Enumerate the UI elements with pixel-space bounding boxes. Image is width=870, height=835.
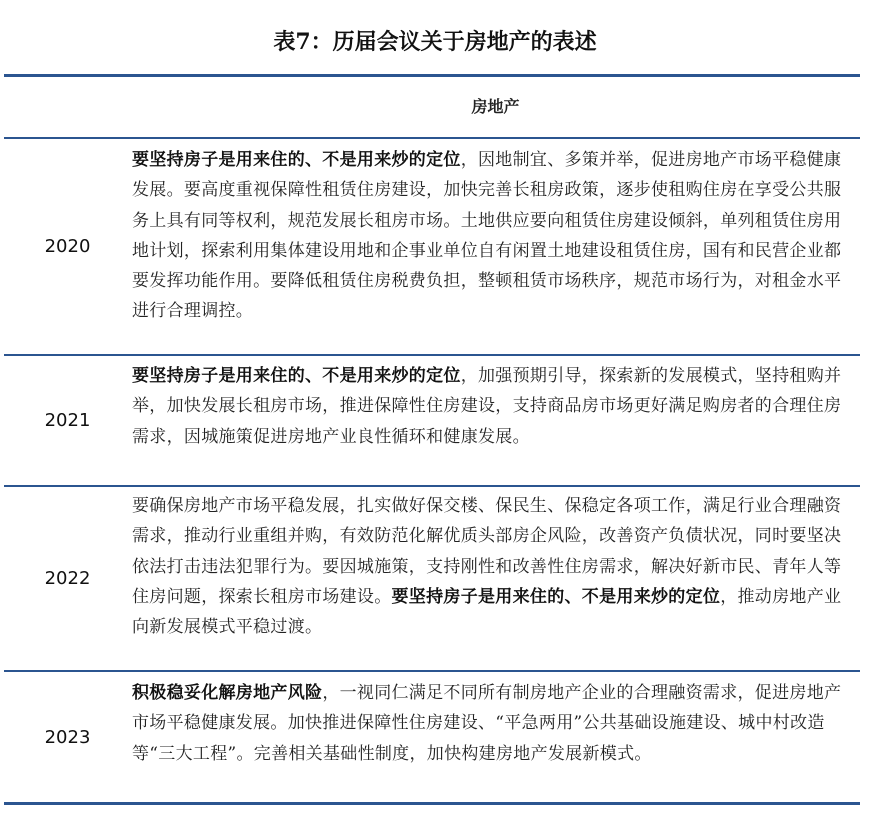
emphasis-text: 要坚持房子是用来住的、不是用来炒的定位 [391, 586, 721, 607]
table-header-row [4, 77, 860, 137]
statement-text: ，一视同仁满足不同所有制房地产企业的合理融资需求，促进房地产市场平稳健康发展。加快推进保障性住房建设、“平急两用”公共基础设施建设、城中村改造等“三大工程”。完善相关基础性制度，加快构建房地产发展新模式。 [132, 683, 842, 764]
statement-cell [132, 361, 850, 452]
emphasis-text: 要坚持房子是用来住的、不是用来炒的定位 [132, 150, 461, 170]
statement-cell [132, 145, 850, 327]
statement-cell [132, 678, 850, 769]
table-row [4, 487, 860, 670]
table-row [4, 356, 860, 485]
table-title: 表7：历届会议关于房地产的表述 [273, 29, 597, 55]
emphasis-text: 要坚持房子是用来住的、不是用来炒的定位 [132, 366, 461, 386]
year-cell: 2021 [44, 410, 91, 431]
statement-cell [132, 491, 850, 642]
column-header-real-estate: 房地产 [471, 97, 520, 116]
table-row [4, 139, 860, 354]
year-cell: 2023 [44, 726, 91, 748]
emphasis-text: 积极稳妥化解房地产风险 [132, 683, 323, 703]
statement-text: ，加强预期引导，探索新的发展模式，坚持租购并举，加快发展长租房市场，推进保障性住房建设，支持商品房市场更好满足购房者的合理住房需求，因城施策促进房地产业良性循环和健康发展。 [132, 366, 842, 447]
year-cell: 2020 [44, 236, 91, 257]
table-row [4, 672, 860, 802]
statement-text: ，推动房地产业向新发展模式平稳过渡。 [132, 586, 842, 638]
year-cell: 2022 [44, 568, 91, 589]
table-bottom-border [4, 802, 860, 805]
statement-text: ，因地制宜、多策并举，促进房地产市场平稳健康发展。要高度重视保障性租赁住房建设，加快完善长租房政策，逐步使租购住房在享受公共服务上具有同等权利，规范发展长租房市场。土地供应要向租赁住房建设倾斜，单列租赁住房用地计划，探索利用集体建设用地和企事业单位自有闲置土地建设租赁住房，国有和民营企业都要发挥功能作用。要降低租赁住房税费负担，整顿租赁市场秩序，规范市场行为，对租金水平进行合理调控。 [132, 150, 842, 322]
statement-text: 要确保房地产市场平稳发展，扎实做好保交楼、保民生、保稳定各项工作，满足行业合理融资需求，推动行业重组并购，有效防范化解优质头部房企风险，改善资产负债状况，同时要坚决依法打击违法犯罪行为。要因城施策，支持刚性和改善性住房需求，解决好新市民、青年人等住房问题，探索长租房市场建设。 [132, 496, 842, 607]
